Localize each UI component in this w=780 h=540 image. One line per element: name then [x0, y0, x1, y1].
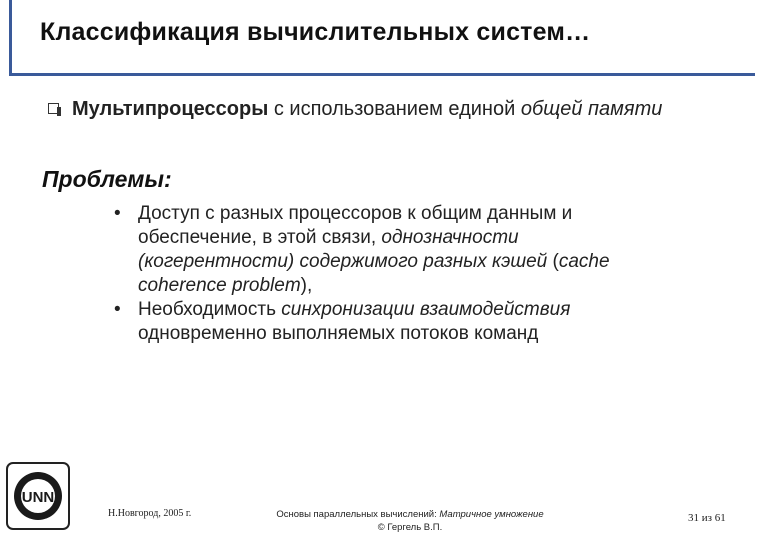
footer-course: [250, 508, 570, 534]
university-logo-icon: [6, 462, 70, 530]
logo-text: UNN: [21, 489, 55, 506]
shared-memory-term: общей памяти: [520, 98, 663, 120]
footer-course-topic: Матричное умножение: [439, 509, 544, 520]
multiprocessors-mid: с использованием единой: [268, 98, 521, 120]
multiprocessors-statement: [72, 96, 732, 122]
list-item: [114, 202, 674, 298]
slide-title: Классификация вычислительных систем…: [40, 18, 591, 46]
footer-author: © Гергель В.П.: [377, 522, 443, 533]
bullet-dot-icon: •: [114, 299, 121, 320]
title-frame-horizontal: [9, 73, 755, 76]
item-text: (: [547, 251, 559, 272]
footer-course-prefix: Основы параллельных вычислений:: [276, 509, 440, 520]
problems-list: [114, 202, 674, 346]
item-emphasis: однозначности (когерентности) содержимого разных кэшей: [138, 227, 548, 272]
page-number: 31 из 61: [688, 512, 726, 524]
square-bullet-icon: [48, 103, 59, 114]
footer-location: Н.Новгород, 2005 г.: [108, 508, 192, 519]
item-emphasis: синхронизации взаимодействия: [281, 299, 571, 320]
item-emphasis: cache coherence problem: [138, 251, 610, 296]
title-frame-vertical: [9, 0, 12, 76]
item-text: одновременно выполняемых потоков команд: [138, 323, 539, 344]
list-item: [114, 298, 674, 346]
problems-heading: Проблемы:: [42, 166, 172, 192]
multiprocessors-term: Мультипроцессоры: [72, 98, 269, 120]
item-text: Доступ с разных процессоров к общим данным и обеспечение, в этой связи,: [138, 203, 573, 248]
item-text: Необходимость: [138, 299, 282, 320]
bullet-dot-icon: •: [114, 203, 121, 224]
item-text: ),: [300, 275, 313, 296]
